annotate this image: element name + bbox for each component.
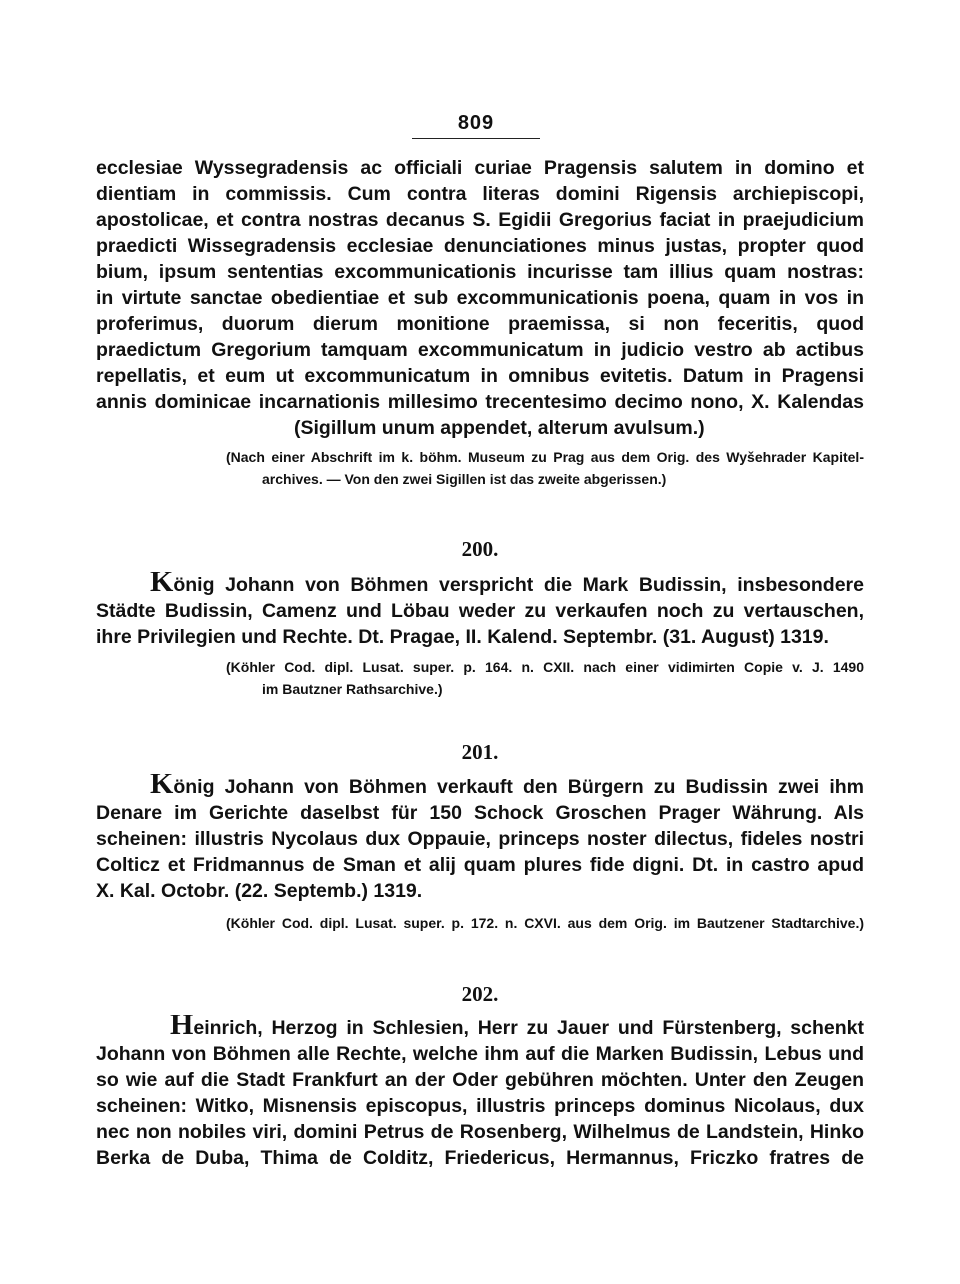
intro-line: proferimus, duorum dierum monitione praemissa, si non feceritis, quod (96, 313, 864, 335)
section-text-line: Städte Budissin, Camenz und Löbau weder zu verkaufen noch zu vertauschen, (96, 600, 864, 622)
drop-cap: K (150, 774, 174, 800)
section-text-line: Heinrich, Herzog in Schlesien, Herr zu Jauer und Fürstenberg, schenkt (170, 1015, 864, 1041)
seal-line: (Sigillum unum appendet, alterum avulsum.) (294, 417, 705, 439)
intro-line: repellatis, et eum ut excommunicatum in omnibus evitetis. Datum in Pragensi (96, 365, 864, 387)
section-text-line: Colticz et Fridmannus de Sman et alij quam plures fide digni. Dt. in castro apud (96, 854, 864, 876)
section-number: 202. (461, 982, 499, 1006)
source-note: archives. — Von den zwei Sigillen ist das zweite abgerissen.) (262, 471, 667, 487)
section-text-line: X. Kal. Octobr. (22. Septemb.) 1319. (96, 880, 423, 902)
intro-line: praedictum Gregorium tamquam excommunicatum in judicio vestro ab actibus (96, 339, 864, 361)
drop-cap: H (170, 1015, 194, 1041)
section-text-line: ihre Privilegien und Rechte. Dt. Pragae, II. Kalend. Septembr. (31. August) 1319. (96, 626, 829, 648)
section-text-line: so wie auf die Stadt Frankfurt an der Oder gebühren möchten. Unter den Zeugen (96, 1069, 864, 1091)
intro-line: praedicti Wissegradensis ecclesiae denunciationes minus justas, propter quod (96, 235, 864, 257)
intro-line: apostolicae, et contra nostras decanus S. Egidii Gregorius faciat in praejudicium (96, 209, 864, 231)
drop-cap: K (150, 572, 174, 598)
intro-line: in virtute sanctae obedientiae et sub excommunicationis poena, quam in vos in (96, 287, 864, 309)
intro-line: annis dominicae incarnationis millesimo trecentesimo decimo nono, X. Kalendas (96, 391, 864, 413)
section-number: 201. (461, 740, 499, 764)
section-text-line: Berka de Duba, Thima de Colditz, Friedericus, Hermannus, Friczko fratres de (96, 1147, 864, 1169)
intro-line: dientiam in commissis. Cum contra literas domini Rigensis archiepiscopi, (96, 183, 864, 205)
section-text-line: Johann von Böhmen alle Rechte, welche ihm auf die Marken Budissin, Lebus und (96, 1043, 864, 1065)
section-text-line: König Johann von Böhmen verkauft den Bürgern zu Budissin zwei ihm (150, 774, 864, 800)
section-text-line: scheinen: Witko, Misnensis episcopus, illustris princeps dominus Nicolaus, dux (96, 1095, 864, 1117)
intro-line: bium, ipsum sententias excommunicationis incurisse tam illius quam nostras: (96, 261, 864, 283)
section-number: 200. (461, 537, 499, 561)
source-note: im Bautzner Rathsarchive.) (262, 681, 443, 697)
source-note: (Köhler Cod. dipl. Lusat. super. p. 172. n. CXVI. aus dem Orig. im Bautzener Stadtarchive.) (226, 915, 864, 931)
section-text-line: König Johann von Böhmen verspricht die Mark Budissin, insbesondere (150, 572, 864, 598)
section-text-line: scheinen: illustris Nycolaus dux Oppauie, princeps noster dilectus, fideles nostri (96, 828, 864, 850)
section-text-line: nec non nobiles viri, domini Petrus de Rosenberg, Wilhelmus de Landstein, Hinko (96, 1121, 864, 1143)
source-note: (Köhler Cod. dipl. Lusat. super. p. 164. n. CXII. nach einer vidimirten Copie v. J. 1490 (226, 659, 864, 675)
header-rule (412, 138, 540, 139)
page-number: 809 (457, 112, 495, 134)
section-text-line: Denare im Gerichte daselbst für 150 Schock Groschen Prager Währung. Als (96, 802, 864, 824)
intro-line: ecclesiae Wyssegradensis ac officiali curiae Pragensis salutem in domino et (96, 157, 864, 179)
source-note: (Nach einer Abschrift im k. böhm. Museum zu Prag aus dem Orig. des Wyšehrader Kapitel- (226, 449, 864, 465)
